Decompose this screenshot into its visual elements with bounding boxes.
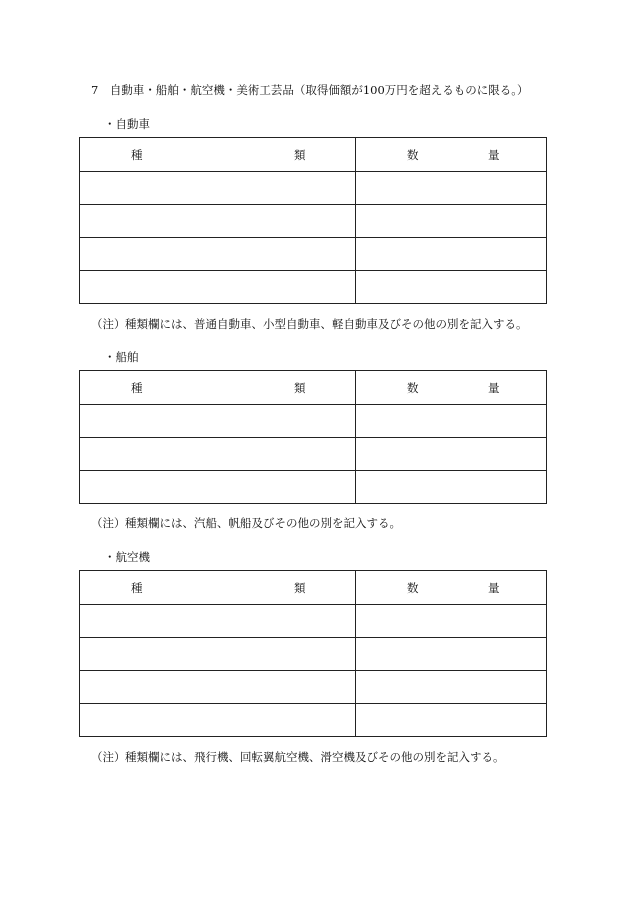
note-automobile <box>91 316 528 332</box>
qty-input-cell[interactable] <box>356 704 547 737</box>
header-qty-char-2: 量 <box>488 147 500 162</box>
section-label-aircraft: ・航空機 <box>104 550 150 564</box>
header-kind-char-2: 類 <box>294 147 306 162</box>
qty-input-cell[interactable] <box>356 471 547 504</box>
kind-input-cell[interactable] <box>80 605 356 638</box>
ship-table <box>79 370 547 504</box>
note-aircraft <box>91 749 505 765</box>
header-kind-char-1: 種 <box>131 580 143 595</box>
qty-input-cell[interactable] <box>356 172 547 205</box>
table-row <box>80 471 547 504</box>
qty-input-cell[interactable] <box>356 438 547 471</box>
qty-input-cell[interactable] <box>356 271 547 304</box>
table-row <box>80 205 547 238</box>
table-row <box>80 238 547 271</box>
header-kind-char-2: 類 <box>294 580 306 595</box>
note-prefix: （注） <box>91 317 126 331</box>
kind-input-cell[interactable] <box>80 671 356 704</box>
kind-input-cell[interactable] <box>80 172 356 205</box>
qty-input-cell[interactable] <box>356 205 547 238</box>
header-qty-char-2: 量 <box>488 580 500 595</box>
header-kind-char-2: 類 <box>294 380 306 395</box>
table-row <box>80 605 547 638</box>
kind-input-cell[interactable] <box>80 438 356 471</box>
qty-input-cell[interactable] <box>356 238 547 271</box>
kind-input-cell[interactable] <box>80 405 356 438</box>
table-row <box>80 172 547 205</box>
aircraft-table <box>79 570 547 737</box>
header-kind-cell <box>80 371 356 405</box>
qty-input-cell[interactable] <box>356 405 547 438</box>
header-kind-char-1: 種 <box>131 380 143 395</box>
table-header-row <box>80 138 547 172</box>
note-ship <box>91 515 401 531</box>
header-qty-char-1: 数 <box>407 580 419 595</box>
qty-input-cell[interactable] <box>356 638 547 671</box>
section-label-automobile: ・自動車 <box>104 117 150 131</box>
table-row <box>80 271 547 304</box>
table-row <box>80 405 547 438</box>
header-kind-char-1: 種 <box>131 147 143 162</box>
note-prefix: （注） <box>91 516 126 530</box>
qty-input-cell[interactable] <box>356 605 547 638</box>
header-qty-cell <box>356 371 547 405</box>
table-row <box>80 638 547 671</box>
header-qty-char-1: 数 <box>407 147 419 162</box>
section-label-ship: ・船舶 <box>104 350 139 364</box>
note-text: 種類欄には、飛行機、回転翼航空機、滑空機及びその他の別を記入する。 <box>125 750 505 764</box>
kind-input-cell[interactable] <box>80 205 356 238</box>
header-qty-char-2: 量 <box>488 380 500 395</box>
header-qty-char-1: 数 <box>407 380 419 395</box>
header-qty-cell <box>356 138 547 172</box>
table-row <box>80 671 547 704</box>
kind-input-cell[interactable] <box>80 704 356 737</box>
header-kind-cell <box>80 138 356 172</box>
note-text: 種類欄には、汽船、帆船及びその他の別を記入する。 <box>125 516 401 530</box>
qty-input-cell[interactable] <box>356 671 547 704</box>
automobile-table <box>79 137 547 304</box>
kind-input-cell[interactable] <box>80 471 356 504</box>
note-text: 種類欄には、普通自動車、小型自動車、軽自動車及びその他の別を記入する。 <box>125 317 528 331</box>
table-header-row <box>80 571 547 605</box>
table-row <box>80 438 547 471</box>
header-kind-cell <box>80 571 356 605</box>
note-prefix: （注） <box>91 750 126 764</box>
header-qty-cell <box>356 571 547 605</box>
table-row <box>80 704 547 737</box>
table-header-row <box>80 371 547 405</box>
section-heading: 7 自動車・船舶・航空機・美術工芸品（取得価額が100万円を超えるものに限る。） <box>91 83 529 97</box>
kind-input-cell[interactable] <box>80 638 356 671</box>
kind-input-cell[interactable] <box>80 271 356 304</box>
kind-input-cell[interactable] <box>80 238 356 271</box>
